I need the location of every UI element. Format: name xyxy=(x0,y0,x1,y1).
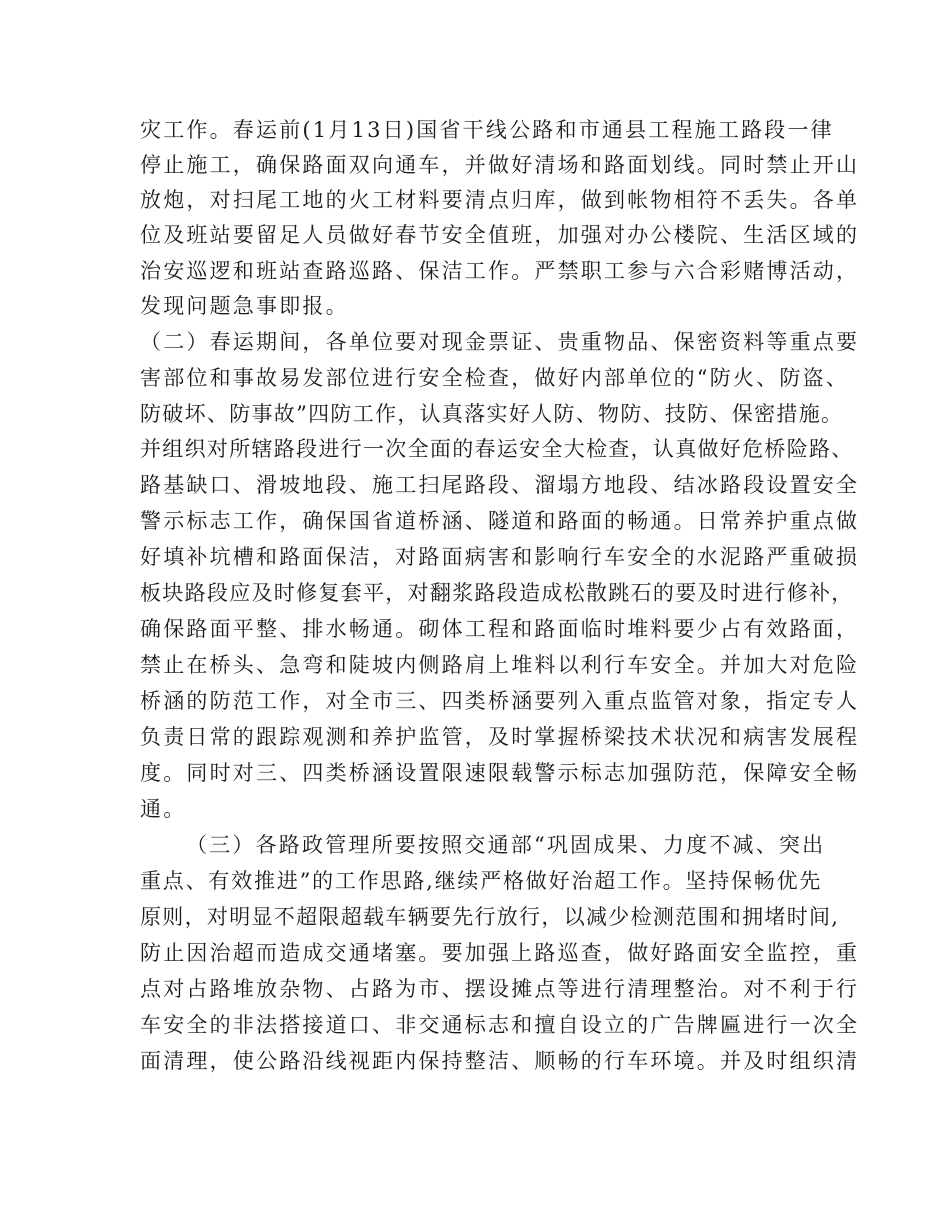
paragraph-2-line-10: 禁止在桥头、急弯和陡坡内侧路肩上堆料以利行车安全。并加大对危险 xyxy=(140,653,860,677)
paragraph-3-line-5: 点对占路堆放杂物、占路为市、摆设摊点等进行清理整治。对不利于行 xyxy=(140,977,860,1001)
paragraph-2-line-8: 板块路段应及时修复套平，对翻浆路段造成松散跳石的要及时进行修补， xyxy=(140,581,854,605)
paragraph-3-line-6: 车安全的非法搭接道口、非交通标志和擅自设立的广告牌匾进行一次全 xyxy=(140,1013,860,1037)
paragraph-2-line-9: 确保路面平整、排水畅通。砌体工程和路面临时堆料要少占有效路面， xyxy=(140,617,860,641)
paragraph-1-line-2: 停止施工，确保路面双向通车，并做好清场和路面划线。同时禁止开山 xyxy=(140,153,860,177)
paragraph-2-line-14: 通。 xyxy=(140,797,187,821)
paragraph-3-line-3: 原则，对明显不超限超载车辆要先行放行，以减少检测范围和拥堵时间, xyxy=(140,905,840,929)
paragraph-2-line-2: 害部位和事故易发部位进行安全检查，做好内部单位的“防火、防盗、 xyxy=(140,366,849,390)
paragraph-1-line-4: 位及班站要留足人员做好春节安全值班，加强对办公楼院、生活区域的 xyxy=(140,223,860,247)
paragraph-2-line-7: 好填补坑槽和路面保洁，对路面病害和影响行车安全的水泥路严重破损 xyxy=(140,545,860,569)
paragraph-2-line-1: （二）春运期间，各单位要对现金票证、贵重物品、保密资料等重点要 xyxy=(140,330,860,354)
paragraph-2-line-4: 并组织对所辖路段进行一次全面的春运安全大检查，认真做好危桥险路、 xyxy=(140,437,854,461)
paragraph-3-line-2: 重点、有效推进”的工作思路,继续严格做好治超工作。坚持保畅优先 xyxy=(140,869,823,893)
paragraph-1-line-3: 放炮，对扫尾工地的火工材料要清点归库，做到帐物相符不丢失。各单 xyxy=(140,188,860,212)
paragraph-2-line-5: 路基缺口、滑坡地段、施工扫尾路段、溜塌方地段、结冰路段设置安全 xyxy=(140,473,860,497)
paragraph-1-line-1: 灾工作。春运前(1月13日)国省干线公路和市通县工程施工路段一律 xyxy=(140,118,834,142)
paragraph-2-line-3: 防破坏、防事故”四防工作，认真落实好人防、物防、技防、保密措施。 xyxy=(140,402,844,426)
paragraph-3-line-4: 防止因治超而造成交通堵塞。要加强上路巡查，做好路面安全监控，重 xyxy=(140,941,860,965)
paragraph-3-line-7: 面清理，使公路沿线视距内保持整洁、顺畅的行车环境。并及时组织清 xyxy=(140,1049,860,1073)
paragraph-3-line-1: （三）各路政管理所要按照交通部“巩固成果、力度不减、突出 xyxy=(186,833,826,857)
paragraph-2-line-13: 度。同时对三、四类桥涵设置限速限载警示标志加强防范，保障安全畅 xyxy=(140,761,860,785)
paragraph-2-line-12: 负责日常的跟踪观测和养护监管，及时掌握桥梁技术状况和病害发展程 xyxy=(140,725,860,749)
paragraph-1-line-5: 治安巡逻和班站查路巡路、保洁工作。严禁职工参与六合彩赌博活动， xyxy=(140,259,860,283)
paragraph-1-line-6: 发现问题急事即报。 xyxy=(140,294,349,318)
paragraph-2-line-6: 警示标志工作，确保国省道桥涵、隧道和路面的畅通。日常养护重点做 xyxy=(140,509,860,533)
paragraph-2-line-11: 桥涵的防范工作，对全市三、四类桥涵要列入重点监管对象，指定专人 xyxy=(140,689,860,713)
